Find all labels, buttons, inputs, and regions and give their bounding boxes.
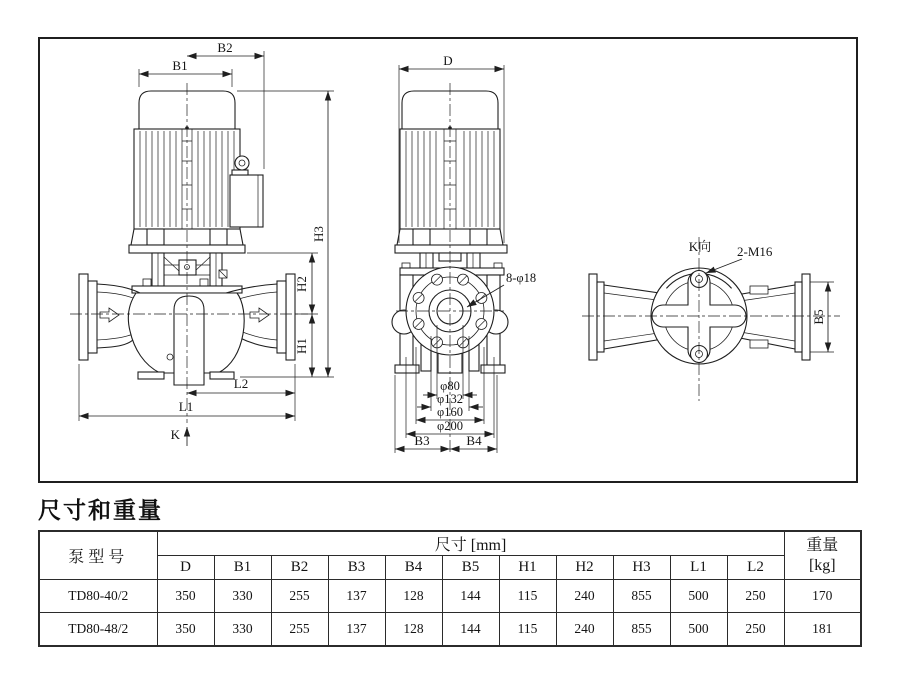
dim-cell: 250 [727, 613, 784, 647]
discharge-flange [802, 274, 810, 360]
dim-cell: 144 [442, 580, 499, 613]
drain-plug [167, 354, 173, 360]
dim-cell: 128 [385, 580, 442, 613]
drawing-frame [38, 37, 858, 483]
motor-front [395, 91, 507, 253]
dim-cell: 500 [670, 613, 727, 647]
column-header-b4: B4 [385, 556, 442, 580]
dim-l2: L2 [233, 376, 249, 391]
column-header-b2: B2 [271, 556, 328, 580]
column-header-model: 泵型号 [39, 531, 157, 580]
dim-cell: 115 [499, 580, 556, 613]
dim-h1: H1 [294, 338, 309, 354]
front-view [392, 53, 536, 455]
column-header-b5: B5 [442, 556, 499, 580]
dim-cell: 330 [214, 613, 271, 647]
weight-cell: 181 [784, 613, 861, 647]
dim-h2: H2 [294, 276, 309, 292]
top-view [582, 237, 840, 401]
pump-dimension-drawing [40, 39, 856, 481]
column-group-header-dimensions: 尺寸 [mm] [157, 531, 784, 556]
column-header-b1: B1 [214, 556, 271, 580]
dim-cell: 330 [214, 580, 271, 613]
lantern-support [143, 253, 227, 286]
dim-b1: B1 [172, 58, 188, 73]
dim-phi80: φ80 [440, 379, 460, 393]
column-header-l1: L1 [670, 556, 727, 580]
dim-cell: 855 [613, 580, 670, 613]
dim-cell: 240 [556, 580, 613, 613]
weight-header-line2: [kg] [808, 556, 836, 574]
column-header-h3: H3 [613, 556, 670, 580]
dim-b3: B3 [414, 433, 430, 448]
dim-cell: 350 [157, 580, 214, 613]
dim-b4: B4 [466, 433, 482, 448]
dim-cell: 255 [271, 613, 328, 647]
dim-cell: 240 [556, 613, 613, 647]
dim-b5: B5 [811, 309, 826, 325]
dim-d: D [443, 53, 453, 68]
dim-cell: 144 [442, 613, 499, 647]
column-header-h1: H1 [499, 556, 556, 580]
bottom-boss [174, 296, 204, 385]
dim-phi160: φ160 [437, 405, 463, 419]
flow-arrow-in [100, 308, 119, 322]
dim-cell: 350 [157, 613, 214, 647]
table-row-td80-48-2 [39, 613, 861, 647]
dim-l1: L1 [178, 399, 194, 414]
dim-cell: 115 [499, 613, 556, 647]
column-header-weight [784, 531, 861, 580]
dim-h3: H3 [311, 226, 326, 242]
suction-flange [79, 274, 88, 360]
suction-flange [589, 274, 597, 360]
flow-arrow-out [250, 308, 269, 322]
weight-header-line1: 重量 [806, 536, 839, 554]
dimensions-weight-table [38, 530, 862, 647]
dim-b2: B2 [217, 40, 233, 55]
dim-phi132: φ132 [437, 392, 463, 406]
motor-base-plate [395, 245, 507, 253]
dim-cell: 250 [727, 580, 784, 613]
column-header-l2: L2 [727, 556, 784, 580]
bolt-holes-label: 8-φ18 [506, 271, 537, 285]
view-arrow-label-k: K [170, 427, 180, 442]
table-row-td80-40-2 [39, 580, 861, 613]
column-header-d: D [157, 556, 214, 580]
model-cell: TD80-48/2 [39, 613, 157, 647]
motor-side [129, 91, 263, 253]
dim-cell: 137 [328, 613, 385, 647]
dim-cell: 255 [271, 580, 328, 613]
dim-cell: 137 [328, 580, 385, 613]
section-title: 尺寸和重量 [38, 498, 163, 524]
column-header-h2: H2 [556, 556, 613, 580]
model-cell: TD80-40/2 [39, 580, 157, 613]
column-header-b3: B3 [328, 556, 385, 580]
dim-cell: 500 [670, 580, 727, 613]
dim-cell: 855 [613, 613, 670, 647]
weight-cell: 170 [784, 580, 861, 613]
view-direction-label: K向 [688, 239, 712, 254]
side-view [70, 40, 334, 446]
dim-phi200: φ200 [437, 419, 463, 433]
dim-cell: 128 [385, 613, 442, 647]
tap-label: 2-M16 [737, 244, 773, 259]
